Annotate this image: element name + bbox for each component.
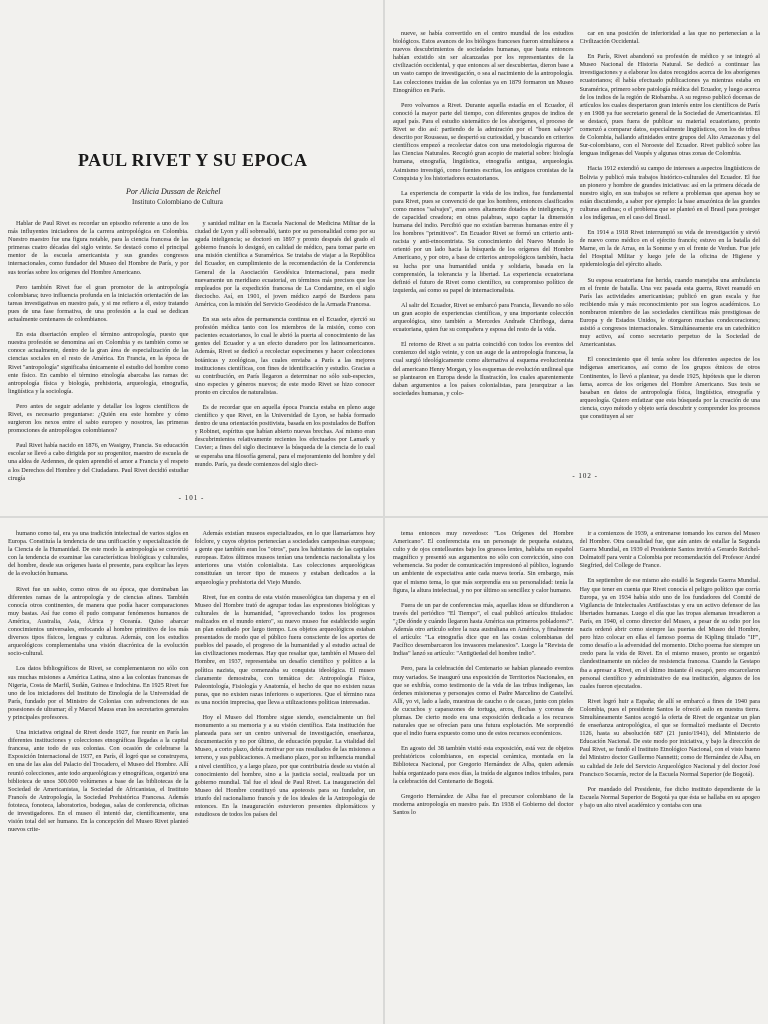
paragraph: Al salir del Ecuador, Rivet se embarcó para Francia, llevando no sólo un gran acopio de experiencias científicas, y una importante colección arqueológica, sino también a Mercedes Andrade Chiriboga, dama ecuatoriana, quien fue su compañera y esposa del resto de la vida. — [393, 301, 574, 334]
paragraph: Hacia 1912 extendió su campo de intereses a aspectos lingüísticos de Bolivia y publicó más trabajos histórico-culturales del Ecuador. El fue un pionero y hombre de grandes iniciativas: así en la primera década de nuestro siglo, en sus trabajos se refiere a problemas que apenas hoy se están discutiendo, a saber por ejemplo: la base amazónica de las grandes culturas andinas; o el problema que se planteó en el Brasil para proteger a los indígenas, en el caso del Brasil. — [579, 165, 760, 221]
paragraph: Su esposa ecuatoriana fue herida, cuando manejaba una ambulancia en el frente de batalla. Una vez pasada esta guerra, Rivet reanudó en París las actividades americanistas; publicó en gran escala y fue recibiendo más y más reconocimiento por sus logros académicos. Lo nombraron miembro de las sociedades científicas más prestigiosas de Europa y de Estados Unidos, le otorgaron muchas condecoraciones; asistió a congresos internacionales. Simultáneamente era un catedrático muy activo, así como secretario perpetuo de la Sociedad de Americanistas. — [579, 276, 760, 349]
article-title: PAUL RIVET Y SU EPOCA — [78, 150, 308, 170]
text-columns — [8, 220, 375, 516]
text-column — [393, 530, 574, 1016]
paragraph: El conocimiento que él tenía sobre los diferentes aspectos de los indígenas americanos, así como de los grupos étnicos de otros Continentes, lo llevó a plantear, ya desde 1925, hipótesis que le dieron fama, acerca de los orígenes del Hombre Americano. Sus tesis se basaban en datos de antropología física, lingüística, etnografía y arqueología. Quiero enfatizar que esta búsqueda por la creación de una ciencia, cuyo método y objeto sería descubrir y comprender los procesos que constituyen al ser — [579, 356, 760, 421]
text-column — [8, 220, 189, 516]
paragraph: Por mandado del Presidente, fue dicho instituto dependiente de la Escuela Normal Superior de Bogotá ya que ésta se hallaba en su apogeo y bajo un alto nivel académico y contaba con una — [579, 785, 760, 809]
paragraph: Pero también Rivet fue el gran promotor de la antropología colombiana; tuvo influencia profunda en la iniciación orientación de las tareas investigativas en nuestro país, y si me refiero a él, estoy tratando pues de una fase formativa, de una profesión a la cual se dedican actualmente centenares de colombianos. — [8, 283, 189, 324]
paragraph: Rivet logró huir a España; de allí se embarcó a fines de 1940 para Colombia, pues el presidente Santos le ofreció asilo en nuestra tierra. Simultáneamente Santos acogió la oferta de Rivet de organizar un plan de enseñanza antropológica, el que se formalizó mediante el Decreto 1126, hasta su absolución 687 (21 junio/1941), del Ministerio de Educación Nacional. De este modo por iniciativa, y bajo la dirección de Paul Rivet, se fundó el Instituto Etnológico Nacional, con el visto bueno del Ministro doctor Guillermo Nannetti; como de Hernández de Alba, en su calidad de Jefe del Servicio Arqueológico Nacional y del doctor José Francisco Socarrás, rector de la Escuela Normal Superior (de Bogotá). — [579, 697, 760, 778]
paragraph: Pero volvamos a Rivet. Durante aquella estadía en el Ecuador, él conoció la mayor parte del tiempo, con diferentes grupos de indios de aquel país. Para el estudio sistemático de los aborígenes, el proceso de Rivet se dio así: partiendo de la admiración por el "buen salvaje" descrito por Rousseau, se despertó su curiosidad, y buscando en criterios científicos empezó a recolectar datos con una metodología rigurosa de las Ciencias Naturales. Recogió gran acopio de material sobre: biología humana, etnografía, lingüística, etnografía antigua, arqueología. Asimismo investigó, como fuentes escritas, los antiguos cronistas de la Conquista y los historiadores ecuatorianos. — [393, 101, 574, 182]
paragraph: La experiencia de compartir la vida de los indios, fue fundamental para Rivet, pues se convenció de que los hombres, entonces clasificados como menos "salvajes", eran seres altamente dotados de inteligencia, y de capacidad creadora; en otras palabras, supo captar la dimensión humana del indio. Percibió que no existían barreras humanas entre él y los hombres "primitivos". En Ecuador Rivet se formó un criterio anti-racista y anti-etnocentrista. Su conocimiento del Nuevo Mundo lo orientó por un lado hacia la búsqueda de los orígenes del Hombre Americano, y por otro, a base de criterios antropológicos también, hacia su lucha por una humanidad unida y solidaria, basada en la comprensión, la tolerancia y la libertad. La experiencia ecuatoriana definió el futuro de Rivet como científico, su compromiso político de izquierda, así como su papel de internacionalista. — [393, 189, 574, 294]
text-columns — [393, 530, 760, 1016]
paragraph: y sanidad militar en la Escuela Nacional de Medicina Militar de la ciudad de Lyon y allí sobresalió, tanto por su personalidad como por su aguda inteligencia; se doctoró en 1897 y pronto después del grado el gobierno francés lo designó, en calidad de médico, para tomar parte en una misión científica a Suramérica. Se trataba de viajar a la República del Ecuador, en cumplimiento de la recomendación de la Conferencia General de la Asociación Geodésica Internacional, para medir nuevamente un meridiano ecuatorial, en términos más precisos que los empleados por la expedición francesa de La Condamine, en el siglo dieciocho. Así, en 1901, el joven médico zarpó de Burdeos para América, con la misión del Servicio Geodésico de la Armada Francesa. — [194, 220, 375, 308]
paragraph: Rivet, fue en contra de esta visión museológica tan dispersa y en el Museo del Hombre trató de agrupar todas las expresiones biológicas y culturales de la humanidad, "aprovechando todos los progresos realizados en el mundo entero", su nuevo museo fue establecido según un plan estudiado por largo tiempo. Los objetos arqueológicos estaban presentados de modo que el público fuera consciente de los aportes de pueblos del pasado, el progreso de la humanidad y al estudio actual de las civilizaciones modernas. Hay que resaltar que, también el Museo del Hombre, en 1937, representaba un desafío científico y político a la política nazista, que comenzaba su conquista ideológica. El museo claramente demostraba, con temática de: Antropología Física, Paleontología, Fisiología y Anatomía, el hecho de que no existen razas puras, que no existen razas inferiores o superiores. Que el término raza es una noción imprecisa, que lleva a utilizaciones políticas interesadas. — [194, 593, 375, 706]
text-column — [580, 30, 761, 445]
paragraph: Además existían museos especializados, en lo que llamaríamos hoy folclore, y cuyos objetos pertenecían a sociedades campesinas europeas; a gente que también eran los "otros", para los habitantes de las capitales europeas. Estos últimos museos tenían una tendencia nacionalista y los anteriores una visión colonialista. Las colecciones arqueológicas constituían un tercer tipo de museos y estaban dedicados a la arqueología y prehistoria del Viejo Mundo. — [194, 530, 375, 586]
paragraph: Hoy el Museo del Hombre sigue siendo, esencialmente un fiel monumento a su memoria y a su visión científica. Esta institución fue planeada para ser un centro universal de investigación, enseñanza, documentación y no por último, de educación popular. La vitalidad del Museo, a corto plazo, debía motivar por sus resultados de las misiones a terreno, y sus publicaciones. A mediano plazo, por su influencia mundial a nivel científico, y a largo plazo, por que contribuiría desde su visión al conocimiento del hombre, sino a la justicia social, realizada por un gobierno mundial. Tal fue el ideal de Paul Rivet. La inauguración del Museo del Hombre constituyó una apoteosis para su fundador, un triunfo del racionalismo francés y de los ideales de la Antropología de entonces. En la inauguración estuvieron presentes diplomáticos y estudiosos de todos los países del — [194, 713, 375, 819]
paragraph: Paul Rivet había nacido en 1876, en Wasigny, Francia. Su educación escolar se llevó a cabo dirigida por su progenitor, maestro de escuela de una aldea de Ardennes, de quien aprendió el amor a Francia y el respeto a los Derechos del Hombre y del Ciudadano. Paul Rivet decidió estudiar cirugía — [8, 442, 189, 482]
text-columns — [393, 30, 760, 445]
paragraph: Es de recordar que en aquella época Francia estaba en pleno auge científico y que Rivet, en la Universidad de Lyon, se había formado dentro de una orientación positivista, basada en los postulados de Buffon y Robinet, espíritus que habían abierto nuevas brechas. Así mismo eran descubrimientos relativamente recientes los efectuados por Lamark y Cuvier; a fines del siglo diecinueve la búsqueda de la ciencia de lo cual se esperaba una filosofía general, para el mejoramiento del hombre y del mundo. París, ya desde comienzos del siglo dieci- — [194, 403, 375, 468]
paragraph: En París, Rivet abandonó su profesión de médico y se integró al Museo Nacional de Historia Natural. Se dedicó a continuar las investigaciones y a elaborar los datos recogidos acerca de los aborígenes ecuatorianos; él había efectuado publicaciones ya mientras estaba en Suramérica, primero sobre patología médica del Ecuador, y luego acerca de los indios de la región de Riobamba. A su regreso publicó docenas de artículos los cuales despertaron gran interés entre los científicos de París y en 1908 ya fue secretario general de la Sociedad de Americanistas. El se destacó, pues fuera de publicar su material ecuatoriano, pronto comenzó a comparar datos, especialmente lingüísticos, con los de tribus de Colombia, hallando afinidades entre grupos del Alto Amazonas y del Sur-colombiano, con el Noroeste del Ecuador. Rivet publicó sobre las lenguas indígenas del Vaupés y algunas otras zonas de Colombia. — [579, 53, 760, 158]
paragraph: nueve, se había convertido en el centro mundial de los estudios biológicos. Estos avances de los biólogos franceses fueron simultáneos a nuevos descubrimientos de sociedades humanas, que hasta entonces habían existido sin ser alcanzadas por los representantes de la civilización occidental, y que entonces al ser descubiertas, dieron base a un vasto campo de investigación, o sea al nacimiento de la antropología. Las colecciones traídas de las colonias ya en 1879 formaron un Museo Etnográfico en París. — [393, 30, 574, 94]
paragraph: ir a comienzos de 1939, a entrenarse tomando los cursos del Museo del Hombre. Otra casualidad fue, que aún antes de estallar la Segunda Guerra Mundial, en 1939 el Presidente Santos invitó a Gerardo Reichel-Dolmatoff para venir a Colombia por recomendación del Profesor André Siegfried, del College de France. — [579, 530, 760, 570]
paragraph: En sus seis años de permanencia continua en el Ecuador, ejerció su profesión médica tanto con los miembros de la misión, como con pacientes ecuatorianos, lo cual le abrió la puerta al conocimiento de las gentes del Ecuador y a un efecto duradero por los latinoamericanos. Además, Rivet se dedicó a recolectar especímenes y hacer colecciones botánicas y zoológicas, las cuales enviaba a París a las mejores instituciones científicas, con fines de identificación y estudio. Gracias a su contribución, en París llegaron a determinar no sólo sub-especies, sino especies y géneros nuevos; de este modo Rivet se hizo conocer pronto en círculos de naturalistas. — [194, 316, 375, 396]
text-column — [8, 530, 189, 1016]
paragraph: humano como tal, era ya una tradición intelectual de varios siglos en Europa. Constituía la tendencia de una unificación y especialización de la Ciencia de la Humanidad. De este modo la antropología se convirtió con la tendencia de examinar las características biológicas y culturales, del hombre, desde sus orígenes hasta el presente, para explicar las leyes de la evolución humana. — [8, 530, 189, 578]
paragraph: Rivet fue un sabio, como otros de su época, que dominaban las diferentes ramas de la antropología y de ciencias afines. También conocía otros continentes, de manera que podía hacer comparaciones muy bastas. Así fue como él pudo comparar fenómenos humanos de América, Australia, Asia, África y Oceanía. Quiso abarcar conocimientos universales, enfocando al hombre primitivo de los más diversos tipos físicos, lenguas y culturas. Además, con los estudios arqueológicos complementaba una visión diacrónica de la evolución socio-cultural. — [8, 585, 189, 658]
paragraph: En 1914 a 1918 Rivet interrumpió su vida de investigación y sirvió de nuevo como médico en el ejército francés; estuvo en la batalla del Marne, en la de Arras, en la Somme y en el frente de Verdun. Fue jefe del Hospital Militar y luego jefe de la oficina de Higiene y epidemiología del ejército aliado. — [579, 229, 760, 269]
page-103 — [0, 518, 383, 1024]
page-101 — [0, 0, 383, 516]
page-number: - 102 - — [572, 472, 598, 480]
text-column — [580, 530, 761, 1016]
paragraph: car en una posición de inferioridad a las que no pertenecían a la Civilización Occidental. — [579, 30, 760, 46]
paragraph: Los datos bibliográficos de Rivet, se complementaron no sólo con sus muchas misiones a América Latina, sino a las colonias francesas de Nigeria, Costa de Marfil, Sudán, Guinea e Indochina. En 1925 Rivet fue uno de los iniciadores del Instituto de Etnología de la Universidad de París, fundado por el Ministro de Colonias con subvenciones de sus posesiones de ultramar; él y Marcel Mauss eran los secretarios generales y principales profesores. — [8, 665, 189, 721]
article-author: Por Alicia Dussan de Reichel — [126, 187, 221, 196]
page-number: - 101 - — [178, 494, 205, 502]
text-columns — [8, 530, 375, 1016]
paragraph: En septiembre de ese mismo año estalló la Segunda Guerra Mundial. Hay que tener en cuenta que Rivet conocía el peligro político que corría Europa, ya en 1934 había sido uno de los fundadores del Comité de Vigilancia de Intelectuales Antifascistas y era un activo defensor de las libertades humanas. Luego el día que las tropas alemanas invadieron a París, en 1940, el como director del Museo, a pesar de su odio por los nazis ordenó abrir como siempre las puertas del Museo del Hombre, pero hizo colocar en ellas el famoso poema de Kipling titulado "IF", como desafío a la adversidad del momento. Dicho poema fue siempre un credo para la vida de Rivet. En el mismo museo, pronto se organizó clandestinamente un núcleo de resistencia francesa. Cuando la Gestapo iba a apresar a Rivet, en el último instante él escapó, pero encarcelaron personal científico y administrativo de esa institución, algunos de los cuales fueron ejecutados. — [579, 577, 760, 690]
author-institution: Instituto Colombiano de Cultura — [132, 198, 223, 206]
paragraph: Una iniciativa original de Rivet desde 1927, fue reunir en París las diferentes instituciones y colecciones etnográficas llegadas a la capital francesa, ante todo de sus colonias. Con ocasión de celebrarse la Exposición Internacional de 1937, en París, él logró que se construyera, en una de las alas del Palacio del Trocadero, el Museo del Hombre. Allí reunió colecciones, ante todo arqueológicas y etnográficas, organizó una biblioteca de unos 300.000 volúmenes a base de las bibliotecas de la Sociedad de Americanistas, la Sociedad de Africanistas, el Instituto Francés de Antropología, la Sociedad Prehistórica Francesa. Además fototeca, fonoteca, laboratorios, bodegas, salas de conferencia, oficinas de investigadores. En el museo él intentó dar, científicamente, una visión total del ser humano. En la concepción del Museo Rivet planteó nuevos crite- — [8, 729, 189, 834]
paragraph: En agosto del 38 también visitó esta exposición, está vez de objetos prehistóricos colombianos, en especial cerámica, montada en la Biblioteca Nacional, por Gregorio Hernández de Alba, quien además había organizado para esos días, la traída de algunos indios tribales, para la celebración del Centenario de Bogotá. — [393, 745, 574, 785]
text-column — [195, 530, 376, 1016]
page-102 — [385, 0, 768, 516]
paragraph: El retorno de Rivet a su patria coincidió con todos los eventos del comienzo del siglo veinte, y con un auge de la antropología francesa, la cual surgió ideológicamente como alternativa al esquema evolucionista del americano Henry Morgan, y los esquemas de evolución unilineal que se plantearon en Europa desde la Ilustración, los cuales aparentemente daban argumentos a los países colonialistas, para jerarquizar a las sociedades humanas, y colo- — [393, 341, 574, 397]
text-column — [393, 30, 574, 445]
text-column — [195, 220, 376, 516]
paragraph: tema entonces muy novedoso: "Los Orígenes del Hombre Americano". El conferencista era un personaje de pequeña estatura, culto y de ojos centelleantes bajo los gruesos lentes, hablaba un español magnífico y presentó sus argumentos no sólo con convicción, sino con vehemencia. Su poder de comunicación impresionó al público, logrando un ambiente de expectativa ante cada nueva teoría. Sin embargo, más que el mismo tema, lo que más sorprendía era su personalidad: tenía la figura, la altura intelectual, y no por último su sencillez y calor humano. — [393, 530, 574, 594]
paragraph: En esta disertación empleo el término antropología, puesto que nuestra profesión se denomina así en Colombia y es también como se conoce actualmente, dentro de la gran área de especialización de las ciencias sociales en el resto de América. En Francia, en la época de Rivet "antropología" significaba únicamente el estudio del hombre como ente físico. En cambio el término etnología abarcaba las ramas de: antropología física y biología, prehistoria, arqueología, etnografía, lingüística y la sociología. — [8, 331, 189, 395]
paragraph: Pero, para la celebración del Centenario se habían planeado eventos muy variados. Se inauguró una exposición de Territorios Nacionales, en que se exhibía, como testimonio de la vida de las tribus indígenas, las órdenes misioneras y personajes como el Padre Marcelino de Castellví. Allí, yo vi, lado a lado, muestras de caucho o de cacao, junto con pieles de cucuchos y caparazones de tortuga, arcos, flechas y coronas de plumas. De cierto modo era una exposición dedicada a los recursos naturales que se ofrecían para una futura explotación. Me sorprendió que el indio fuera expuesto como uno de estos recursos económicos. — [393, 665, 574, 738]
paragraph: Pero antes de seguir adelante y detallar los logros científicos de Rivet, es necesario preguntarse: ¿Quién era este hombre y cómo surgieron los nexos entre el sabio europeo y nosotros, las primeras promociones de antropólogos colombianos? — [8, 402, 189, 435]
paragraph: Gregorio Hernández de Alba fue el precursor colombiano de la moderna antropología en nuestro país. En 1938 el Gobierno del doctor Santos lo — [393, 792, 574, 816]
paragraph: Hablar de Paul Rivet es recordar un episodio referente a uno de los más influyentes iniciadores de la carrera antropológica en Colombia. Nuestro maestro fue una figura notable, para la ciencia francesa de las primeras cuatro décadas del siglo veinte. Se destacó como el principal mentor de la escuela americanista y sus grandes congresos internacionales, como fundador del Museo del Hombre de París, y por sus teorías sobre los orígenes del Hombre Americano. — [8, 220, 189, 276]
paragraph: Fuera de un par de conferencias más, aquellas ideas se difundieron a través del periódico "El Tiempo", el cual publicó artículos titulados: "¿De dónde y cuándo llegaron hasta América sus primeros pobladores?". Además otro artículo sobre la raza australiana en América, y finalmente el artículo: "La etnografía dice que en las costas colombianas del Pacífico desembarcaron los invasores melanesios". Luego la "Revista de Indias" lanzó su artículo: "Antigüedad del hombre indio". — [393, 601, 574, 658]
page-104 — [385, 518, 768, 1024]
